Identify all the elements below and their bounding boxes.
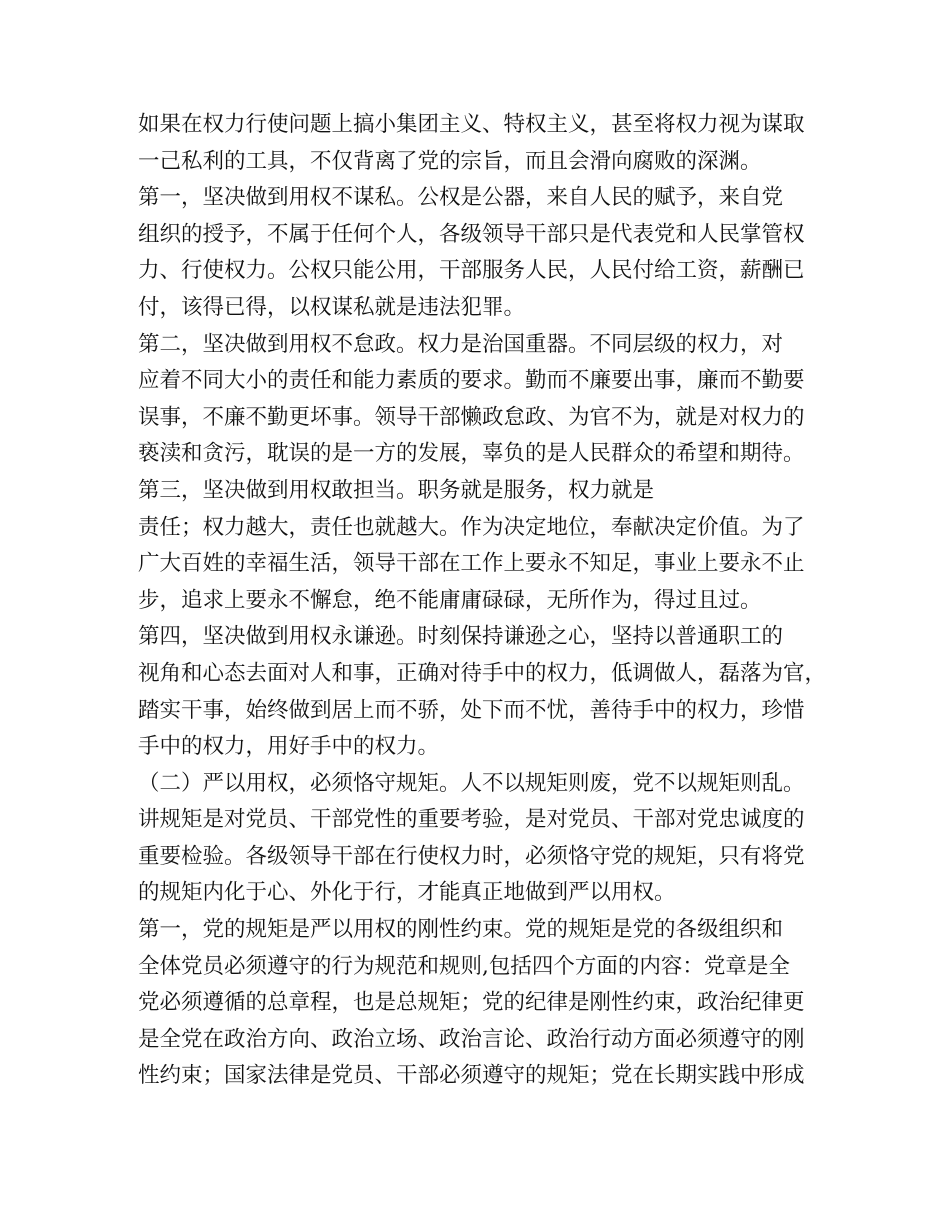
- text-line: 亵渎和贪污，耽误的是一方的发展，辜负的是人民群众的希望和期待。: [138, 441, 805, 467]
- text-line: 重要检验。各级领导干部在行使权力时，必须恪守党的规矩，只有将党: [138, 843, 805, 869]
- text-line: 是全党在政治方向、政治立场、政治言论、政治行动方面必须遵守的刚: [138, 1026, 805, 1052]
- text-line: 步，追求上要永不懈怠，绝不能庸庸碌碌，无所作为，得过且过。: [138, 587, 762, 613]
- text-line: 如果在权力行使问题上搞小集团主义、特权主义，甚至将权力视为谋取: [138, 112, 805, 137]
- text-line: 视角和心态去面对人和事，正确对待手中的权力，低调做人，磊落为官，: [138, 660, 827, 686]
- text-line: 手中的权力，用好手中的权力。: [138, 734, 440, 760]
- text-line: 组织的授予，不属于任何个人，各级领导干部只是代表党和人民掌管权: [138, 221, 805, 247]
- text-line: 讲规矩是对党员、干部党性的重要考验，是对党员、干部对党忠诚度的: [138, 807, 805, 833]
- text-line: 的规矩内化于心、外化于行，才能真正地做到严以用权。: [138, 880, 676, 906]
- text-line: 第四，坚决做到用权永谦逊。时刻保持谦逊之心，坚持以普通职工的: [138, 624, 784, 650]
- text-line: 第二，坚决做到用权不怠政。权力是治国重器。不同层级的权力，对: [138, 331, 784, 357]
- text-line: 第一，坚决做到用权不谋私。公权是公器，来自人民的赋予，来自党: [138, 185, 784, 211]
- text-line: 应着不同大小的责任和能力素质的要求。勤而不廉要出事，廉而不勤要: [138, 368, 805, 394]
- text-line: 全体党员必须遵守的行为规范和规则,包括四个方面的内容：党章是全: [138, 953, 790, 979]
- text-line: 第一，党的规矩是严以用权的刚性约束。党的规矩是党的各级组织和: [138, 917, 784, 943]
- text-line: 广大百姓的幸福生活，领导干部在工作上要永不知足，事业上要永不止: [138, 551, 805, 577]
- text-line: 责任；权力越大，责任也就越大。作为决定地位，奉献决定价值。为了: [138, 514, 805, 540]
- text-line: 性约束；国家法律是党员、干部必须遵守的规矩；党在长期实践中形成: [138, 1063, 805, 1089]
- text-line: 力、行使权力。公权只能公用，干部服务人民，人民付给工资，薪酬已: [138, 258, 805, 284]
- text-line: 踏实干事，始终做到居上而不骄，处下而不忧，善待手中的权力，珍惜: [138, 697, 805, 723]
- text-line: 误事，不廉不勤更坏事。领导干部懒政怠政、为官不为，就是对权力的: [138, 404, 805, 430]
- text-line: 党必须遵循的总章程，也是总规矩；党的纪律是刚性约束，政治纪律更: [138, 990, 805, 1016]
- text-line: （二）严以用权，必须恪守规矩。人不以规矩则废，党不以规矩则乱。: [138, 770, 805, 796]
- body-text: [138, 107, 828, 1095]
- text-line: 一己私利的工具，不仅背离了党的宗旨，而且会滑向腐败的深渊。: [138, 148, 762, 174]
- text-line: 第三，坚决做到用权敢担当。职务就是服务，权力就是: [138, 477, 655, 503]
- text-line: 付，该得已得，以权谋私就是违法犯罪。: [138, 294, 526, 320]
